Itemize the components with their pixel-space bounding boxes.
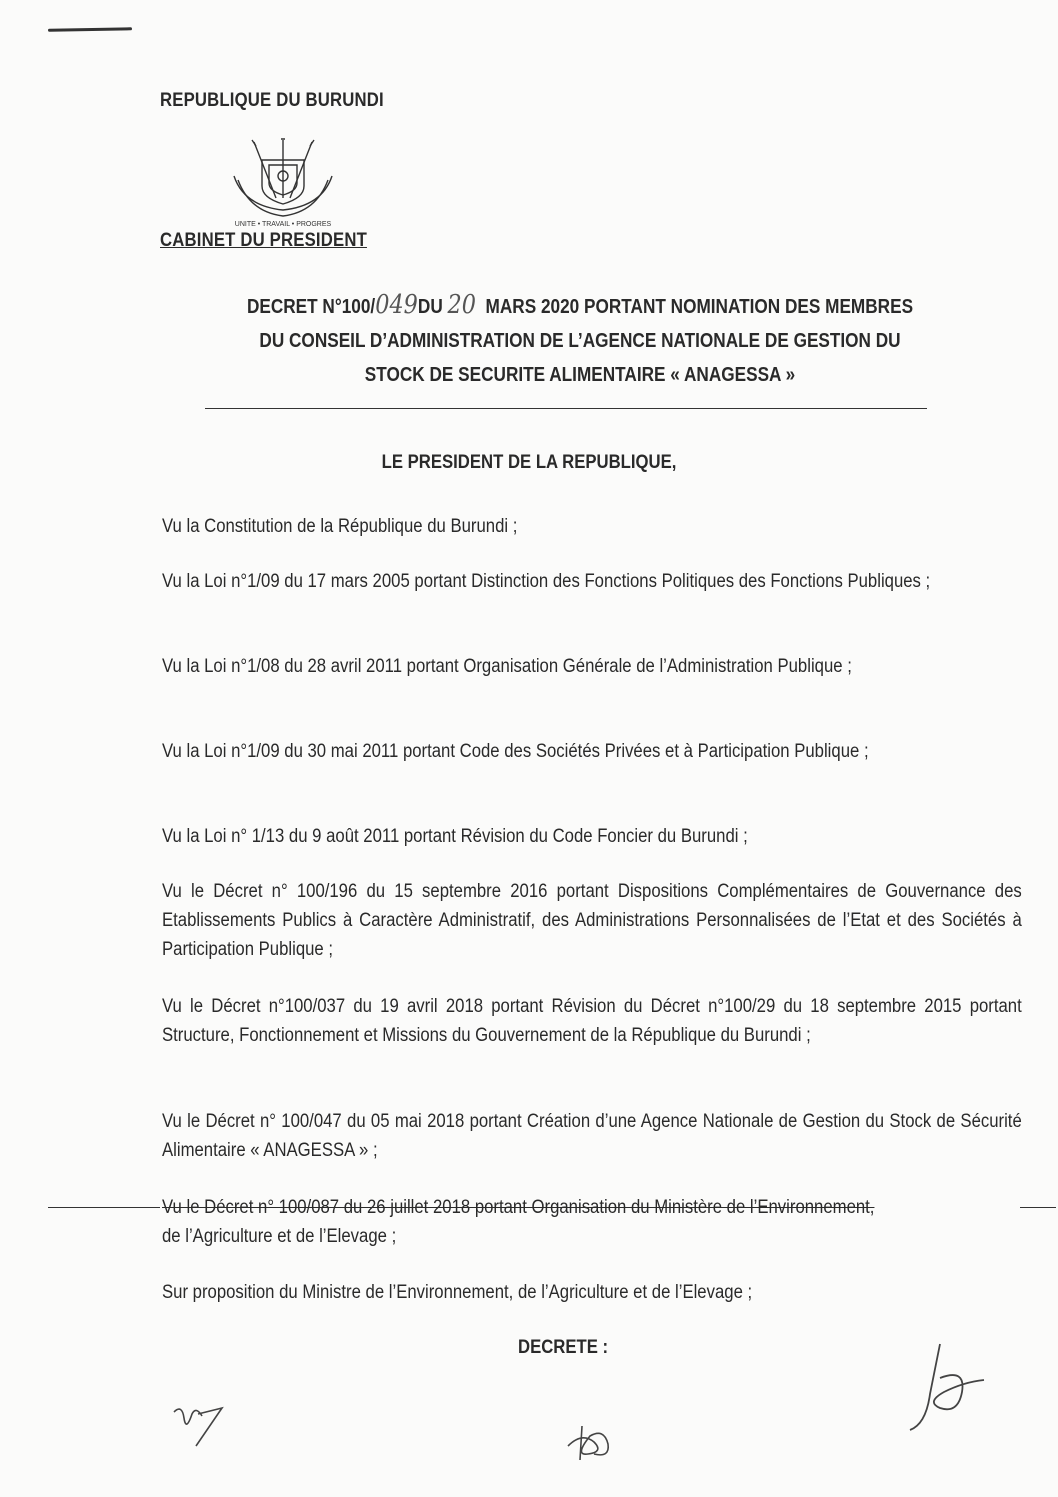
struck-paragraph-continuation: de l’Agriculture et de l’Elevage ; <box>162 1226 397 1247</box>
struck-line: Vu le Décret n° 100/087 du 26 juillet 2018 portant Organisation du Ministère de l’Environnement, <box>162 1197 875 1218</box>
handwritten-initials-center <box>560 1418 620 1466</box>
recital-constitution: Vu la Constitution de la République du Burundi ; <box>162 516 518 537</box>
decree-title-line-3: STOCK DE SECURITE ALIMENTAIRE « ANAGESSA » <box>364 364 796 386</box>
decree-title <box>160 288 1000 392</box>
recital-loi-2005: Vu la Loi n°1/09 du 17 mars 2005 portant Distinction des Fonctions Politiques des Fonctions Publiques ; <box>162 571 931 592</box>
president-heading: LE PRESIDENT DE LA REPUBLIQUE, <box>381 452 677 473</box>
decree-title-line-1: DECRET N°100/049DU 20 MARS 2020 PORTANT NOMINATION DES MEMBRES <box>246 290 914 320</box>
handwritten-initials-left <box>168 1398 230 1450</box>
handwritten-decree-day: 20 <box>447 290 476 320</box>
decree-title-line-2: DU CONSEIL D’ADMINISTRATION DE L’AGENCE NATIONALE DE GESTION DU <box>259 330 901 352</box>
handwritten-decree-number: 049 <box>375 290 418 320</box>
recital-loi-2011-societes: Vu la Loi n°1/09 du 30 mai 2011 portant Code des Sociétés Privées et à Participation Publique ; <box>162 741 869 762</box>
proposal-clause: Sur proposition du Ministre de l’Environnement, de l’Agriculture et de l’Elevage ; <box>162 1282 753 1303</box>
cabinet-heading: CABINET DU PRESIDENT <box>160 230 367 251</box>
recital-decret-2016: Vu le Décret n° 100/196 du 15 septembre 2016 portant Dispositions Complémentaires de Gouvernance des Etablissements Publics à Caractère Administratif, des Administrations Personnalisées de l’Etat et des Sociétés à Participation Publique ; <box>162 881 1022 960</box>
burundi-coat-of-arms-icon <box>224 138 342 228</box>
title-divider <box>205 408 927 409</box>
recital-decret-ministere-struck <box>162 1193 919 1251</box>
strike-through-extension-left <box>48 1207 160 1208</box>
recital-loi-code-foncier: Vu la Loi n° 1/13 du 9 août 2011 portant Révision du Code Foncier du Burundi ; <box>162 826 748 847</box>
recital-decret-anagessa: Vu le Décret n° 100/047 du 05 mai 2018 portant Création d’une Agence Nationale de Gestion du Stock de Sécurité Alimentaire « ANAGESSA » ; <box>162 1111 1022 1161</box>
recital-decret-2018-gouvernement: Vu le Décret n°100/037 du 19 avril 2018 portant Révision du Décret n°100/29 du 18 septembre 2015 portant Structure, Fonctionnement et Missions du Gouvernement de la République du Burundi ; <box>162 996 1022 1046</box>
strike-through-extension-right <box>1020 1207 1056 1208</box>
republic-heading: REPUBLIQUE DU BURUNDI <box>160 90 384 111</box>
recital-loi-2011-administration: Vu la Loi n°1/08 du 28 avril 2011 portant Organisation Générale de l’Administration Publique ; <box>162 656 852 677</box>
emblem-motto: UNITE • TRAVAIL • PROGRES <box>234 221 332 228</box>
decrete-heading: DECRETE : <box>518 1337 609 1358</box>
scan-artifact-mark <box>48 27 132 31</box>
handwritten-signature-right <box>900 1338 990 1448</box>
